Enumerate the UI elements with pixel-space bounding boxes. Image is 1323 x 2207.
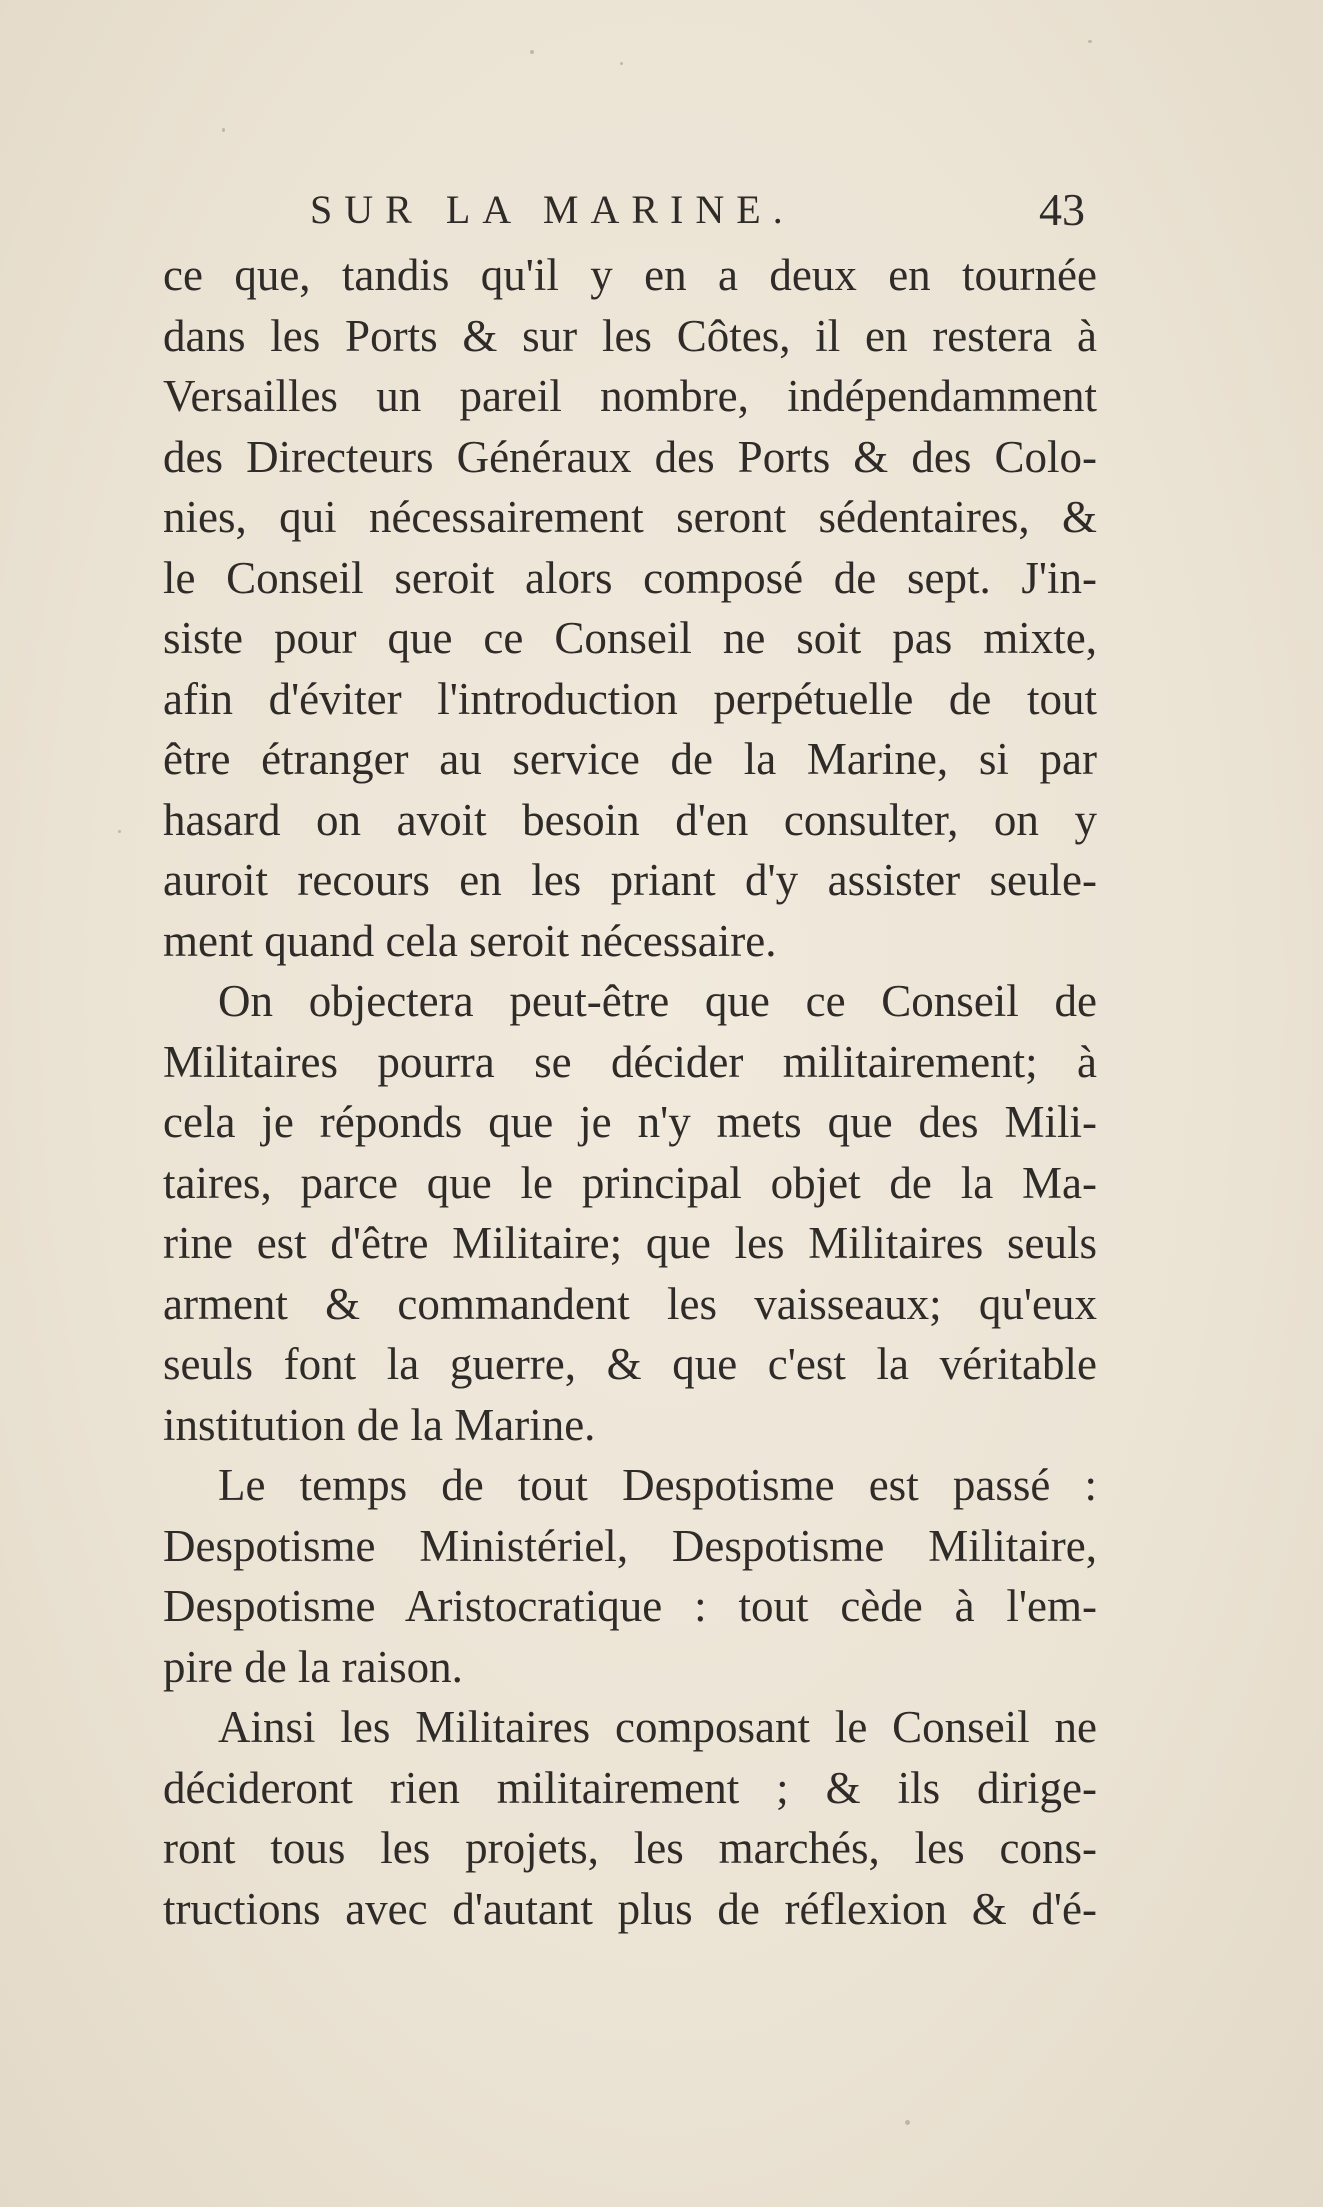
paper-speck: [1088, 40, 1092, 43]
running-header: [310, 180, 1085, 240]
text-line: tructions avec d'autant plus de réflexion & d'é-: [163, 1883, 1097, 1934]
text-line: des Directeurs Généraux des Ports & des Colo-: [163, 431, 1097, 482]
body-text: [163, 245, 1097, 1939]
text-line: Ainsi les Militaires composant le Conseil ne: [218, 1702, 1097, 1752]
text-line: Militaires pourra se décider militairement; à: [163, 1036, 1097, 1087]
text-line: ront tous les projets, les marchés, les cons-: [163, 1823, 1097, 1873]
paper-speck: [620, 62, 623, 65]
text-line: afin d'éviter l'introduction perpétuelle de tout: [163, 673, 1097, 724]
text-line: nies, qui nécessairement seront sédentaires, &: [163, 492, 1097, 542]
text-line: ment quand cela seroit nécessaire.: [163, 915, 777, 966]
paper-speck: [118, 830, 121, 833]
text-line: Versailles un pareil nombre, indépendamment: [163, 371, 1097, 421]
text-line: être étranger au service de la Marine, si par: [163, 734, 1097, 784]
text-line: ce que, tandis qu'il y en a deux en tournée: [163, 250, 1097, 300]
text-line: pire de la raison.: [163, 1641, 463, 1692]
text-line: taires, parce que le principal objet de la Ma-: [163, 1157, 1097, 1208]
text-line: hasard on avoit besoin d'en consulter, on y: [163, 794, 1097, 845]
running-title: SUR LA MARINE.: [310, 187, 795, 232]
paper-speck: [530, 50, 534, 54]
text-line: On objectera peut-être que ce Conseil de: [218, 976, 1097, 1026]
text-line: seuls font la guerre, & que c'est la véritable: [163, 1339, 1097, 1389]
text-line: arment & commandent les vaisseaux; qu'eux: [163, 1278, 1097, 1329]
text-line: le Conseil seroit alors composé de sept. J'in-: [163, 552, 1097, 603]
text-line: auroit recours en les priant d'y assister seule-: [163, 855, 1097, 905]
paper-speck: [222, 128, 225, 132]
text-line: cela je réponds que je n'y mets que des Mili-: [163, 1097, 1097, 1147]
text-line: institution de la Marine.: [163, 1399, 596, 1450]
text-line: décideront rien militairement ; & ils dirige-: [163, 1762, 1097, 1813]
text-line: Despotisme Aristocratique : tout cède à l'em-: [163, 1581, 1097, 1631]
text-line: siste pour que ce Conseil ne soit pas mixte,: [163, 613, 1097, 663]
page-number: 43: [1039, 184, 1085, 235]
text-line: Despotisme Ministériel, Despotisme Militaire,: [163, 1520, 1097, 1571]
text-line: rine est d'être Militaire; que les Militaires seuls: [163, 1218, 1097, 1268]
paper-speck: [905, 2120, 910, 2125]
text-line: Le temps de tout Despotisme est passé :: [218, 1460, 1097, 1510]
text-line: dans les Ports & sur les Côtes, il en restera à: [163, 310, 1097, 361]
